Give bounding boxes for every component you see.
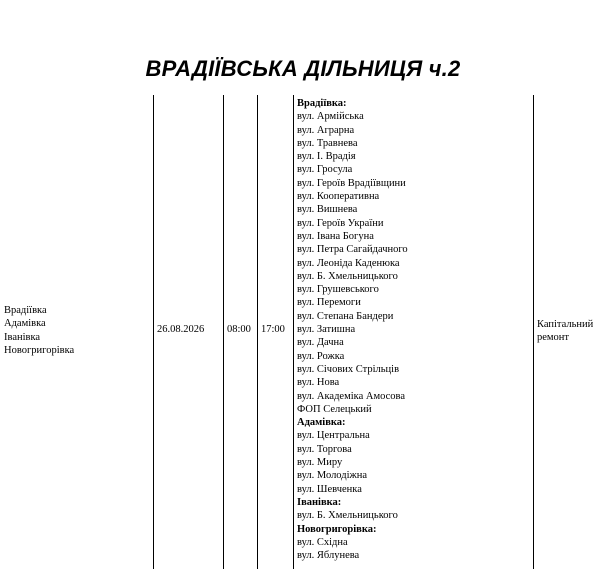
table-column-divider xyxy=(533,95,534,569)
street-item: вул. Миру xyxy=(297,457,343,469)
street-item: вул. Б. Хмельницького xyxy=(297,510,398,522)
settlement-name: Новогригорівка xyxy=(4,344,75,356)
street-item: вул. Аграрна xyxy=(297,124,355,136)
street-item: вул. Рожка xyxy=(297,350,345,362)
table-column-divider xyxy=(223,95,224,569)
outage-date: 26.08.2026 xyxy=(157,324,205,335)
street-item: вул. Петра Сагайдачного xyxy=(297,244,408,256)
street-item: вул. Героїв Врадіївщини xyxy=(297,177,406,189)
street-item: вул. Шевченка xyxy=(297,483,362,495)
street-item: вул. Центральна xyxy=(297,430,370,442)
outage-reason-line: ремонт xyxy=(537,332,570,344)
street-item: вул. Січових Стрільців xyxy=(297,363,400,375)
settlement-name: Адамівка xyxy=(4,318,46,330)
street-item: вул. Б. Хмельницького xyxy=(297,270,398,282)
settlement-heading: Новогригорівка: xyxy=(297,523,377,535)
street-item: вул. Леоніда Каденюка xyxy=(297,257,400,269)
street-item: вул. Молодіжна xyxy=(297,470,368,482)
street-item: вул. Армійська xyxy=(297,111,364,123)
table-column-divider xyxy=(257,95,258,569)
settlement-heading: Врадіївка: xyxy=(297,98,347,109)
street-item: вул. Степана Бандери xyxy=(297,310,394,322)
street-item: вул. І. Врадія xyxy=(297,151,356,163)
streets-list xyxy=(297,97,408,562)
settlement-name: Врадіївка xyxy=(4,305,47,316)
street-item: вул. Івана Богуна xyxy=(297,230,374,242)
street-item: вул. Дачна xyxy=(297,337,344,349)
street-item: вул. Грушевського xyxy=(297,284,379,296)
outage-reason-cell xyxy=(537,318,593,345)
street-item: вул. Східна xyxy=(297,536,348,548)
street-item: вул. Академіка Амосова xyxy=(297,390,405,402)
street-item: вул. Яблунева xyxy=(297,550,360,562)
outage-start-time: 08:00 xyxy=(227,324,251,335)
street-item: вул. Гросула xyxy=(297,164,353,176)
table-column-divider xyxy=(293,95,294,569)
street-item: вул. Перемоги xyxy=(297,297,361,309)
street-item: ФОП Селецький xyxy=(297,403,372,415)
settlement-heading: Адамівка: xyxy=(297,417,346,429)
street-item: вул. Героїв України xyxy=(297,217,384,229)
street-item: вул. Торгова xyxy=(297,443,352,455)
street-item: вул. Кооперативна xyxy=(297,191,380,203)
street-item: вул. Травнева xyxy=(297,137,358,149)
street-item: вул. Нова xyxy=(297,377,340,389)
settlement-name: Іванівка xyxy=(4,331,41,343)
outage-end-time: 17:00 xyxy=(261,324,285,335)
street-item: вул. Затишна xyxy=(297,324,356,336)
settlement-heading: Іванівка: xyxy=(297,496,342,508)
settlements-cell xyxy=(4,304,74,357)
outage-reason-line: Капітальний xyxy=(537,319,594,330)
table-column-divider xyxy=(153,95,154,569)
street-item: вул. Вишнева xyxy=(297,204,358,216)
page-title: ВРАДІЇВСЬКА ДІЛЬНИЦЯ ч.2 xyxy=(145,56,461,81)
